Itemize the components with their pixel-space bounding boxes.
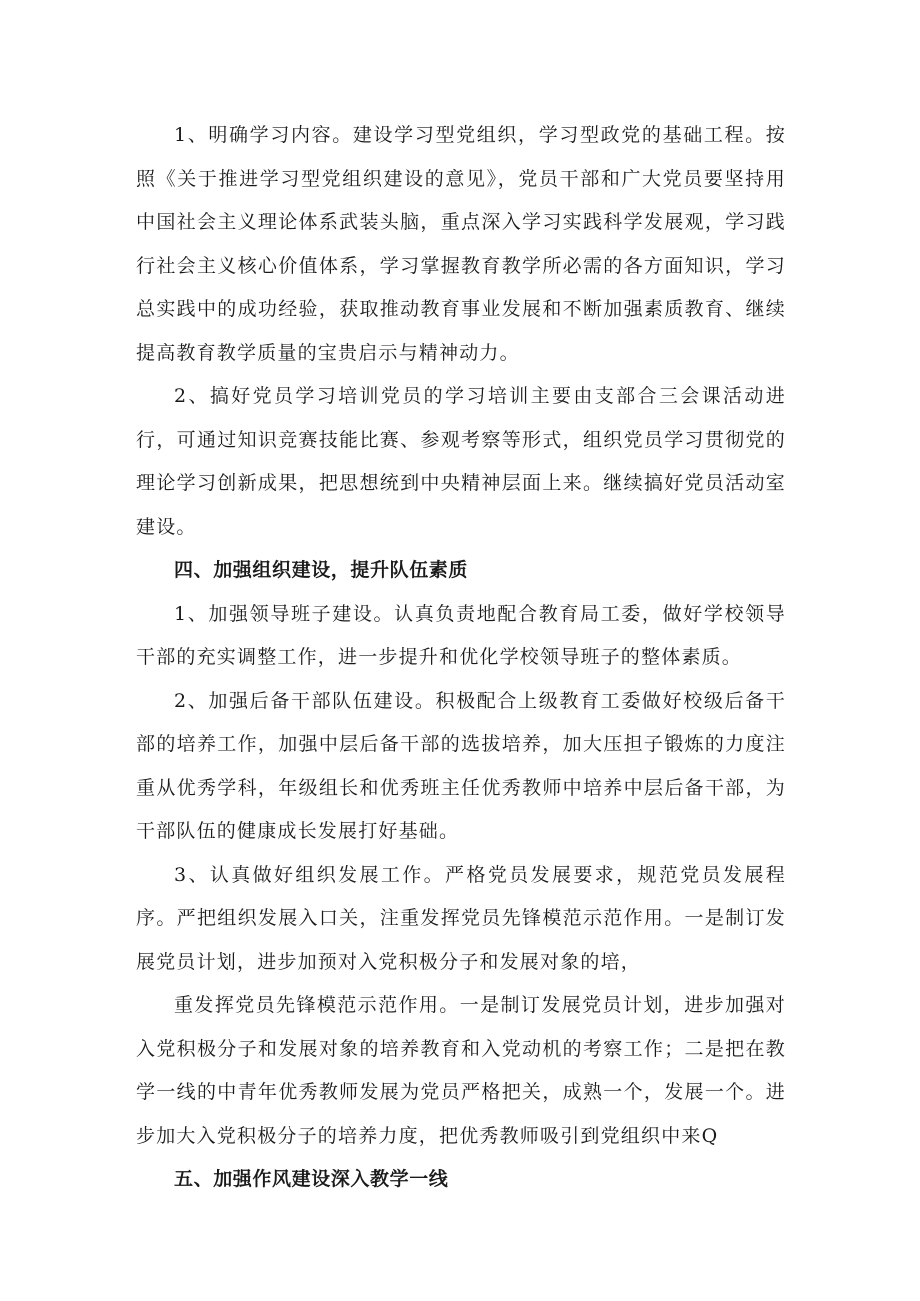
section-heading-work-style: 五、加强作风建设深入教学一线 (174, 1168, 449, 1190)
paragraph-reserve-cadres: 2、加强后备干部队伍建设。积极配合上级教育工委做好校级后备干部的培养工作，加强中层后备干部的选拔培养，加大压担子锻炼的力度注重从优秀学科，年级组长和优秀班主任优秀教师中培养中层后备干部，为干部队伍的健康成长发展打好基础。 (136, 689, 786, 842)
section-heading-organization: 四、加强组织建设，提升队伍素质 (174, 559, 469, 581)
paragraph-study-content: 1、明确学习内容。建设学习型党组织，学习型政党的基础工程。按照《关于推进学习型党组织建设的意见》，党员干部和广大党员要坚持用中国社会主义理论体系武装头脑，重点深入学习实践科学发展观，学习践行社会主义核心价值体系，学习掌握教育教学所必需的各方面知识，学习总实践中的成功经验，获取推动教育事业发展和不断加强素质教育、继续提高教育教学质量的宝贵启示与精神动力。 (136, 124, 786, 364)
paragraph-party-members: 重发挥党员先锋模范示范作用。一是制订发展党员计划，进步加强对入党积极分子和发展对象的培养教育和入党动机的考察工作；二是把在教学一线的中青年优秀教师发展为党员严格把关，成熟一个，发展一个。进步加大入党积极分子的培养力度，把优秀教师吸引到党组织中来Q (136, 994, 786, 1147)
document-body (136, 114, 786, 1202)
paragraph-leadership: 1、加强领导班子建设。认真负责地配合教育局工委，做好学校领导干部的充实调整工作，进一步提升和优化学校领导班子的整体素质。 (136, 602, 786, 668)
paragraph-training: 2、搞好党员学习培训党员的学习培训主要由支部合三会课活动进行，可通过知识竞赛技能比赛、参观考察等形式，组织党员学习贯彻党的理论学习创新成果，把思想统到中央精神层面上来。继续搞好党员活动室建设。 (136, 385, 786, 538)
paragraph-organization-development: 3、认真做好组织发展工作。严格党员发展要求，规范党员发展程序。严把组织发展入口关，注重发挥党员先锋模范示范作用。一是制订发展党员计划，进步加预对入党积极分子和发展对象的培， (136, 863, 786, 973)
